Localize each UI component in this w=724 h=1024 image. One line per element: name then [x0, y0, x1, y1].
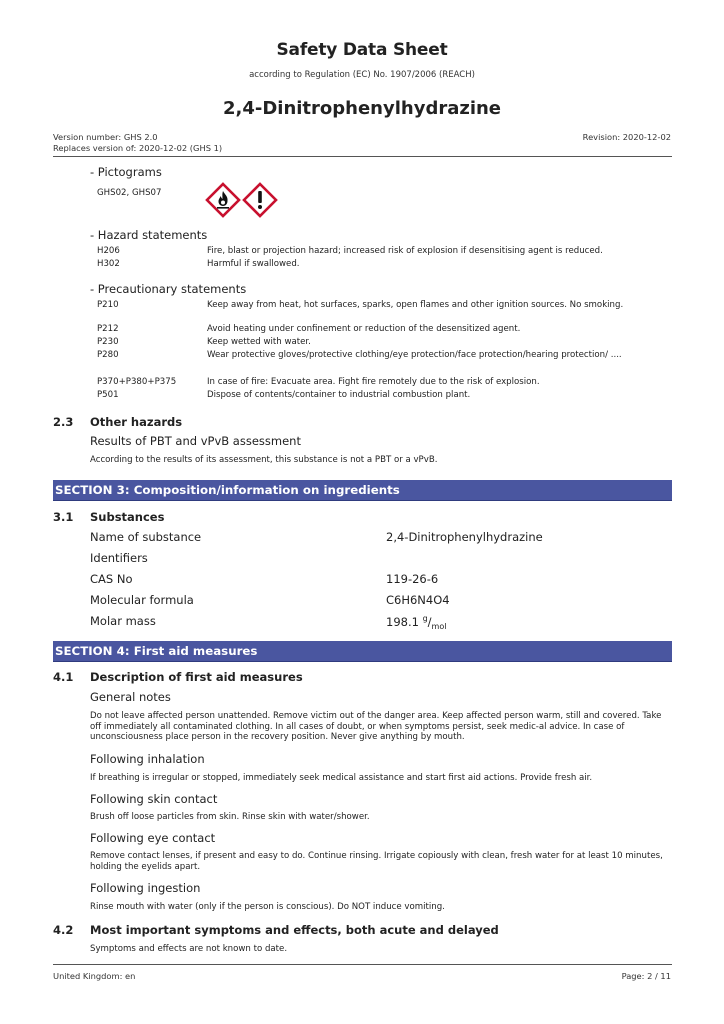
symptoms-text: Symptoms and effects are not known to date.	[90, 944, 288, 954]
ingestion-heading: Following ingestion	[90, 881, 201, 895]
substance-title: 2,4-Dinitrophenylhydrazine	[222, 98, 502, 119]
precautionary-code: P370+P380+P375	[97, 377, 177, 387]
molecular-formula-value: C6H6N4O4	[386, 593, 450, 607]
symptoms-title: Most important symptoms and effects, both acute and delayed	[90, 923, 499, 937]
pictograms-heading: - Pictograms	[90, 165, 162, 179]
precautionary-text: Dispose of contents/container to industrial combustion plant.	[207, 390, 471, 400]
molar-mass-value: 198.1 $^g/_{mol}$	[386, 614, 447, 632]
general-notes-heading: General notes	[90, 690, 171, 704]
replaces-version: Replaces version of: 2020-12-02 (GHS 1)	[53, 143, 223, 153]
precautionary-code: P501	[97, 390, 119, 400]
eye-contact-heading: Following eye contact	[90, 831, 216, 845]
first-aid-title: Description of first aid measures	[90, 670, 303, 684]
inhalation-text: If breathing is irregular or stopped, immediately seek medical assistance and start first aid actions. Provide fresh air.	[90, 773, 593, 783]
hazard-code: H206	[97, 246, 120, 256]
pictograms	[205, 182, 278, 218]
skin-contact-text: Brush off loose particles from skin. Rinse skin with water/shower.	[90, 812, 370, 822]
hazard-code: H302	[97, 259, 120, 269]
precautionary-text: Wear protective gloves/protective clothing/eye protection/face protection/hearing protection/ ....	[207, 350, 622, 360]
section-4-banner: SECTION 4: First aid measures	[53, 641, 672, 662]
molar-mass-unit-den: mol	[431, 622, 447, 632]
precautionary-text: Keep away from heat, hot surfaces, sparks, open flames and other ignition sources. No smoking.	[207, 300, 624, 310]
name-of-substance-value: 2,4-Dinitrophenylhydrazine	[386, 530, 543, 544]
section-number: 4.1	[53, 670, 74, 684]
precautionary-statements-heading: - Precautionary statements	[90, 282, 247, 296]
version-number: Version number: GHS 2.0	[53, 132, 158, 142]
revision-date: Revision: 2020-12-02	[582, 132, 671, 142]
exclamation-pictogram-icon	[242, 182, 278, 218]
precautionary-code: P230	[97, 337, 119, 347]
inhalation-heading: Following inhalation	[90, 752, 205, 766]
skin-contact-heading: Following skin contact	[90, 792, 218, 806]
footer-locale: United Kingdom: en	[53, 971, 136, 981]
pictogram-codes: GHS02, GHS07	[97, 188, 162, 198]
substances-title: Substances	[90, 510, 165, 524]
identifiers-label: Identifiers	[90, 551, 148, 565]
molecular-formula-label: Molecular formula	[90, 593, 194, 607]
page-number: Page: 2 / 11	[621, 971, 671, 981]
version-info	[53, 132, 222, 154]
pbt-assessment-text: According to the results of its assessment, this substance is not a PBT or a vPvB.	[90, 455, 438, 465]
precautionary-text: Keep wetted with water.	[207, 337, 311, 347]
molar-mass-unit-num: g	[422, 614, 428, 623]
section-number: 4.2	[53, 923, 74, 937]
section-number: 2.3	[53, 415, 74, 429]
eye-contact-text: Remove contact lenses, if present and easy to do. Continue rinsing. Irrigate copiously with clean, fresh water for at least 10 minutes, holding the eyelids apart.	[90, 851, 663, 872]
ingestion-text: Rinse mouth with water (only if the person is conscious). Do NOT induce vomiting.	[90, 902, 445, 912]
precautionary-text: In case of fire: Evacuate area. Fight fire remotely due to the risk of explosion.	[207, 377, 540, 387]
flame-pictogram-icon	[205, 182, 241, 218]
cas-no-label: CAS No	[90, 572, 133, 586]
precautionary-code: P212	[97, 324, 119, 334]
document-title: Safety Data Sheet	[276, 40, 448, 60]
precautionary-text: Avoid heating under confinement or reduction of the desensitized agent.	[207, 324, 521, 334]
hazard-text: Harmful if swallowed.	[207, 259, 300, 269]
document-subtitle: according to Regulation (EC) No. 1907/2006 (REACH)	[249, 70, 475, 80]
molar-mass-label: Molar mass	[90, 614, 156, 628]
header-divider	[53, 156, 672, 157]
section-3-banner: SECTION 3: Composition/information on ingredients	[53, 480, 672, 501]
molar-mass-number: 198.1	[386, 614, 419, 629]
general-notes-text: Do not leave affected person unattended. Remove victim out of the danger area. Keep affected person warm, still and covered. Take off immediately all contaminated clothing. In all cases of doubt, or when symptoms persist, seek medic-al advice. In case of unconsciousness place person in the recovery position. Never give anything by mouth.	[90, 711, 662, 742]
pbt-assessment-heading: Results of PBT and vPvB assessment	[90, 434, 301, 448]
footer-divider	[53, 964, 672, 965]
section-number: 3.1	[53, 510, 74, 524]
cas-no-value: 119-26-6	[386, 572, 439, 586]
name-of-substance-label: Name of substance	[90, 530, 202, 544]
precautionary-code: P280	[97, 350, 119, 360]
hazard-statements-heading: - Hazard statements	[90, 228, 208, 242]
other-hazards-title: Other hazards	[90, 415, 183, 429]
precautionary-code: P210	[97, 300, 119, 310]
hazard-text: Fire, blast or projection hazard; increased risk of explosion if desensitising agent is reduced.	[207, 246, 603, 256]
